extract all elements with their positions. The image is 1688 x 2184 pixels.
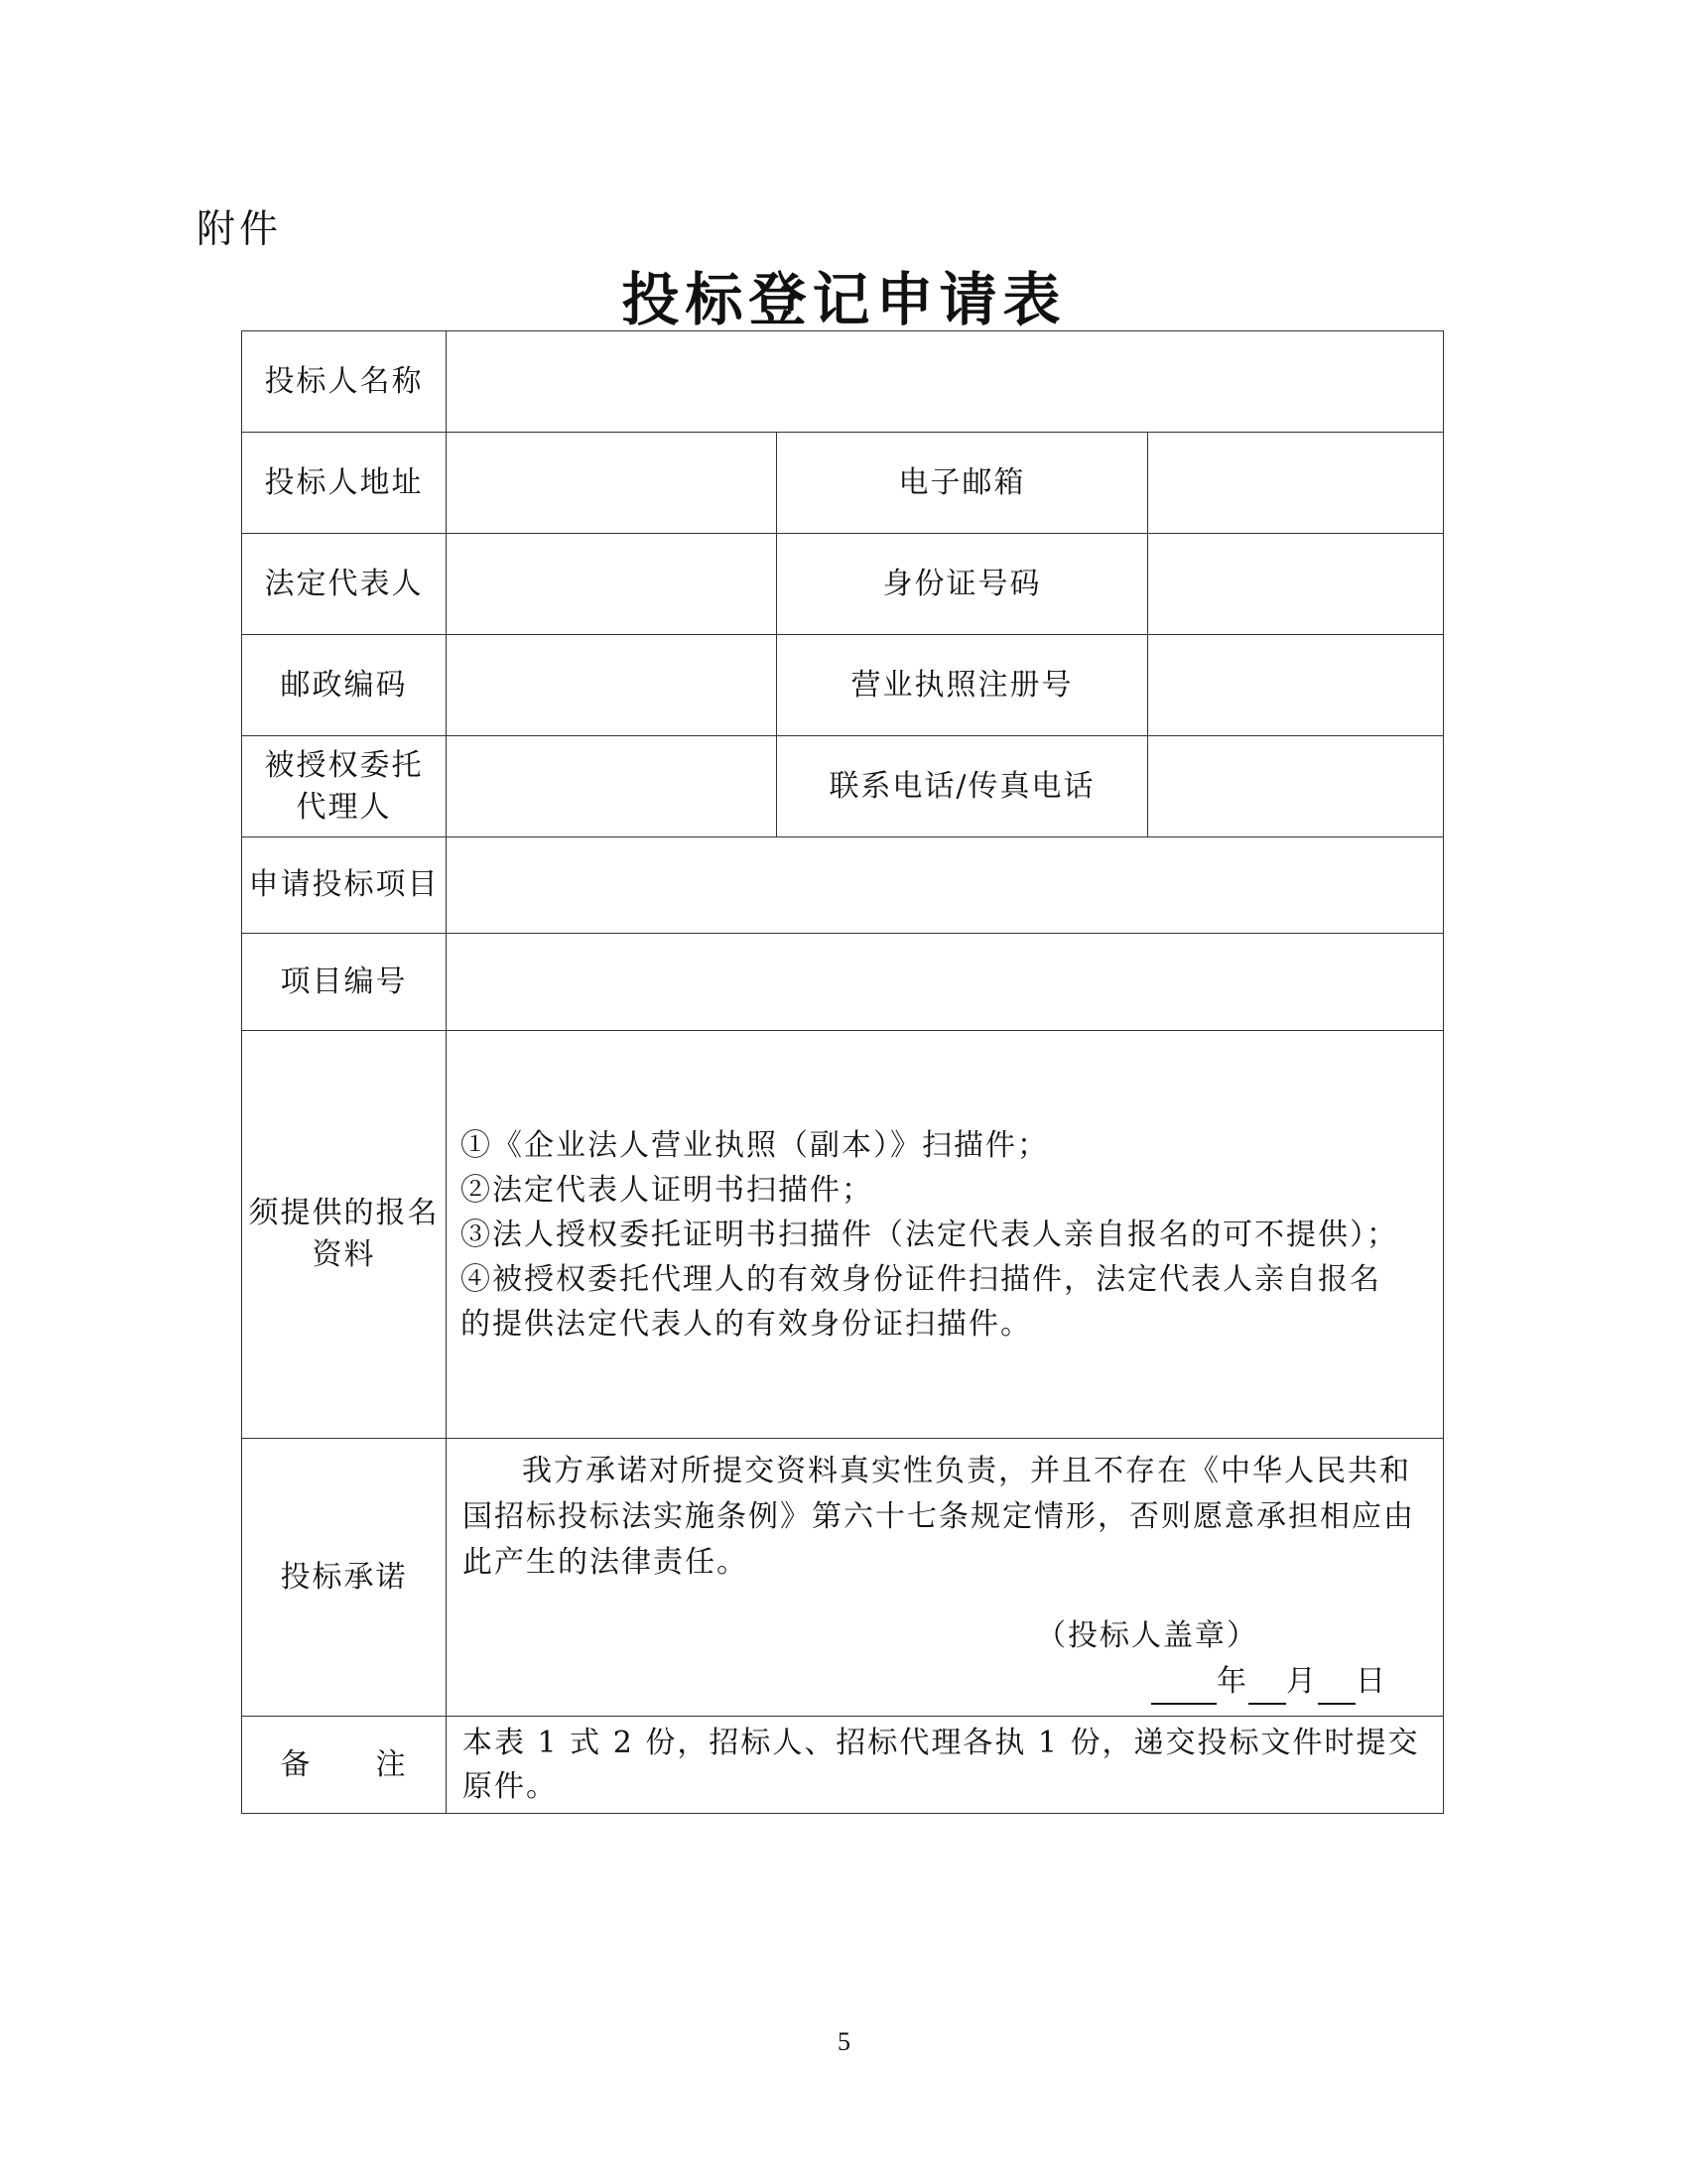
row-bidder-name [242,331,1444,433]
agent-label-line2: 代理人 [296,789,392,825]
bidder-address-label: 投标人地址 [242,433,447,534]
row-remark [242,1717,1444,1814]
legal-rep-label: 法定代表人 [242,534,447,635]
docs-label [242,1031,447,1439]
project-field[interactable] [447,837,1444,934]
license-no-label: 营业执照注册号 [777,635,1148,736]
docs-content [447,1031,1444,1439]
docs-item: ②法定代表人证明书扫描件； [460,1172,873,1208]
row-legal-rep [242,534,1444,635]
remark-label-char-b: 注 [375,1746,408,1782]
bidder-name-field[interactable] [447,331,1444,433]
row-project [242,837,1444,934]
row-bidder-address [242,433,1444,534]
year-blank[interactable] [1151,1673,1217,1705]
agent-field[interactable] [447,736,777,837]
month-label: 月 [1286,1664,1319,1699]
row-required-docs [242,1031,1444,1439]
year-label: 年 [1217,1664,1249,1699]
docs-item: ③法人授权委托证明书扫描件（法定代表人亲自报名的可不提供）； [460,1217,1398,1252]
remark-text: 本表 1 式 2 份，招标人、招标代理各执 1 份，递交投标文件时提交原件。 [447,1717,1444,1814]
pledge-text: 我方承诺对所提交资料真实性负责，并且不存在《中华人民共和国招标投标法实施条例》第六十七条规定情形，否则愿意承担相应由此产生的法律责任。 [462,1454,1415,1580]
bidder-name-label: 投标人名称 [242,331,447,433]
month-blank[interactable] [1248,1673,1286,1705]
project-label: 申请投标项目 [242,837,447,934]
id-number-label: 身份证号码 [777,534,1148,635]
row-postal-code [242,635,1444,736]
attachment-label: 附件 [196,207,283,252]
postal-code-label: 邮政编码 [242,635,447,736]
row-project-no [242,934,1444,1031]
docs-item: ④被授权委托代理人的有效身份证件扫描件，法定代表人亲自报名 [460,1261,1381,1297]
day-label: 日 [1356,1664,1388,1699]
row-pledge [242,1439,1444,1717]
email-label: 电子邮箱 [777,433,1148,534]
row-agent [242,736,1444,837]
pledge-content [447,1439,1444,1717]
legal-rep-field[interactable] [447,534,777,635]
project-no-field[interactable] [447,934,1444,1031]
docs-item: 的提供法定代表人的有效身份证扫描件。 [460,1306,1032,1342]
registration-form-table [241,330,1444,1814]
id-number-field[interactable] [1148,534,1444,635]
remark-label-char-a: 备 [280,1746,313,1782]
page-number: 5 [838,2027,850,2056]
phone-fax-label: 联系电话/传真电话 [777,736,1148,837]
docs-label-line2: 资料 [312,1237,376,1272]
document-title: 投标登记申请表 [621,266,1067,333]
docs-item: ①《企业法人营业执照（副本）》扫描件； [460,1127,1049,1163]
date-line [462,1659,1427,1705]
remark-label [242,1717,447,1814]
phone-fax-field[interactable] [1148,736,1444,837]
agent-label-line1: 被授权委托 [264,747,424,783]
email-field[interactable] [1148,433,1444,534]
license-no-field[interactable] [1148,635,1444,736]
pledge-label: 投标承诺 [242,1439,447,1717]
bidder-seal-text: （投标人盖章） [1036,1618,1259,1653]
bidder-address-field[interactable] [447,433,777,534]
docs-label-line1: 须提供的报名 [248,1196,440,1230]
agent-label [242,736,447,837]
day-blank[interactable] [1318,1673,1356,1705]
postal-code-field[interactable] [447,635,777,736]
project-no-label: 项目编号 [242,934,447,1031]
